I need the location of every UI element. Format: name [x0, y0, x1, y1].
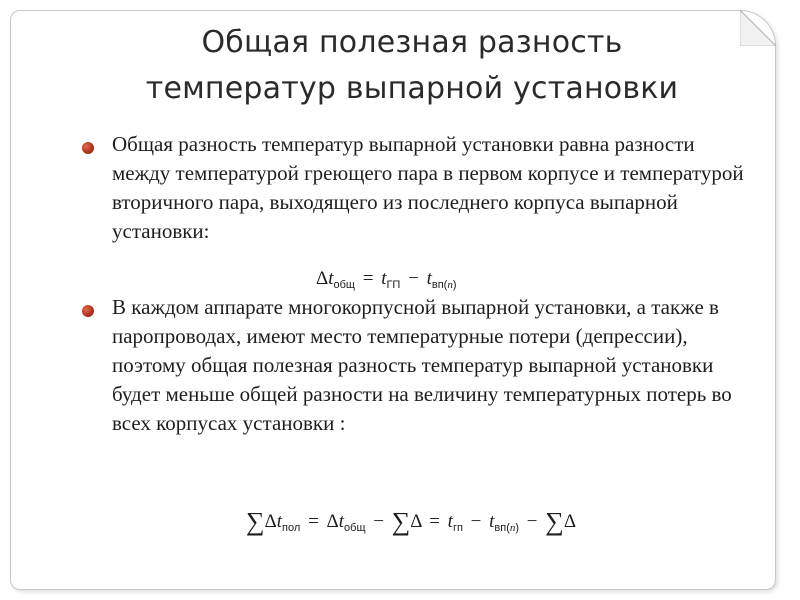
slide-title: [30, 20, 794, 112]
bullet-paragraph-1: Общая разность температур выпарной установки равна разности между температурой греющего пара в первом корпусе и температурой вторичного пара, выходящего из последнего корпуса выпарной установки:: [112, 132, 744, 243]
bullet-paragraph-2: В каждом аппарате многокорпусной выпарной установки, а также в паропроводах, имеют место температурные потери (депрессии), поэтому общая полезная разность температур выпарной установки будет меньше общей разности на величину температурных потерь во всех корпусах установки :: [112, 295, 732, 435]
formula-useful-temperature-difference: $\sum\Delta t_{пол} = \Delta t_{общ} - \sum\Delta = t_{гп} - t_{вп(n)} - \sum\Delta$: [246, 507, 577, 536]
title-line-1: Общая полезная разность: [201, 25, 623, 60]
bullet-marker-icon: [82, 305, 94, 317]
title-line-2: температур выпарной установки: [145, 71, 679, 106]
formula-total-temperature-difference: $\Delta t_{общ} = t_{ГП} - t_{вп(n)}$: [316, 268, 457, 291]
bullet-marker-icon: [82, 142, 94, 154]
